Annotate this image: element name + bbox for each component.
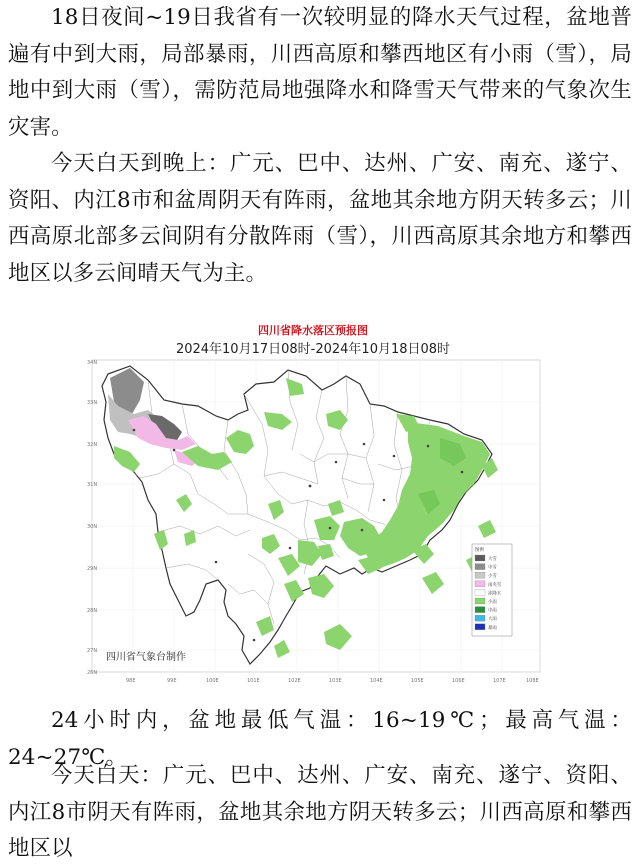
legend-swatch xyxy=(475,598,485,604)
lon-tick: 102E xyxy=(288,678,301,684)
paragraph-today-daytime: 今天白天：广元、巴中、达州、广安、南充、遂宁、资阳、内江8市阴天有阵雨，盆地其余地方阴天转多云；川西高原和攀西地区以 xyxy=(8,763,632,861)
map-period: 2024年10月17日08时-2024年10月18日08时 xyxy=(175,342,451,357)
precipitation-forecast-map xyxy=(78,318,548,692)
map-canvas xyxy=(78,354,548,692)
legend-swatch xyxy=(475,555,485,561)
legend-swatch xyxy=(475,615,485,621)
legend-swatch xyxy=(475,624,485,630)
lat-tick: 28N xyxy=(87,608,98,614)
lon-tick: 99E xyxy=(167,678,177,684)
legend-label: 冻降水 xyxy=(488,591,502,597)
lat-tick: 31N xyxy=(87,482,98,488)
legend-label: 中雪 xyxy=(488,565,497,571)
lat-tick: 34N xyxy=(87,360,98,366)
legend-swatch xyxy=(475,581,485,587)
map-title: 四川省降水落区预报图 xyxy=(258,324,368,337)
map-credit: 四川省气象台制作 xyxy=(106,652,186,663)
lat-tick: 32N xyxy=(87,442,98,448)
lat-tick: 33N xyxy=(87,400,98,406)
lon-tick-labels xyxy=(126,678,539,684)
lon-tick: 105E xyxy=(411,678,424,684)
legend-swatch xyxy=(475,607,485,613)
legend-label: 中雨 xyxy=(488,608,497,614)
paragraph-temperature: 24小时内，盆地最低气温：16~19℃；最高气温：24~27℃。 xyxy=(8,708,632,770)
legend-title: 图例 xyxy=(475,548,484,553)
lon-tick: 98E xyxy=(126,678,136,684)
legend-swatch xyxy=(475,589,485,595)
lat-tick: 26N xyxy=(87,670,98,676)
lon-tick: 103E xyxy=(329,678,342,684)
legend-label: 大雨 xyxy=(488,617,497,623)
legend-label: 大雪 xyxy=(488,557,497,562)
map-legend xyxy=(472,544,512,636)
paragraph-overview: 18日夜间~19日我省有一次较明显的降水天气过程，盆地普遍有中到大雨，局部暴雨，川西高原和攀西地区有小雨（雪），局地中到大雨（雪），需防范局地强降水和降雪天气带来的气象次生灾害。 xyxy=(8,5,632,140)
legend-label: 暴雨 xyxy=(488,625,497,631)
lon-tick: 100E xyxy=(206,678,219,684)
paragraph-today-to-tonight: 今天白天到晚上：广元、巴中、达州、广安、南充、遂宁、资阳、内江8市和盆周阴天有阵雨，盆地其余地方阴天转多云；川西高原北部多云间阴有分散阵雨（雪），川西高原其余地方和攀西地区以多云间晴天气为主。 xyxy=(8,151,632,286)
lat-tick: 30N xyxy=(87,524,98,530)
legend-label: 雨夹雪 xyxy=(488,582,502,588)
lon-tick: 101E xyxy=(247,678,260,684)
lon-tick: 108E xyxy=(526,678,539,684)
legend-swatch xyxy=(475,572,485,578)
lon-tick: 104E xyxy=(370,678,383,684)
lat-tick: 29N xyxy=(87,566,98,572)
legend-label: 小雪 xyxy=(488,574,497,580)
lat-tick: 27N xyxy=(87,648,98,654)
lon-tick: 107E xyxy=(493,678,506,684)
legend-label: 小雨 xyxy=(488,600,497,605)
legend-swatch xyxy=(475,564,485,570)
lon-tick: 106E xyxy=(452,678,465,684)
